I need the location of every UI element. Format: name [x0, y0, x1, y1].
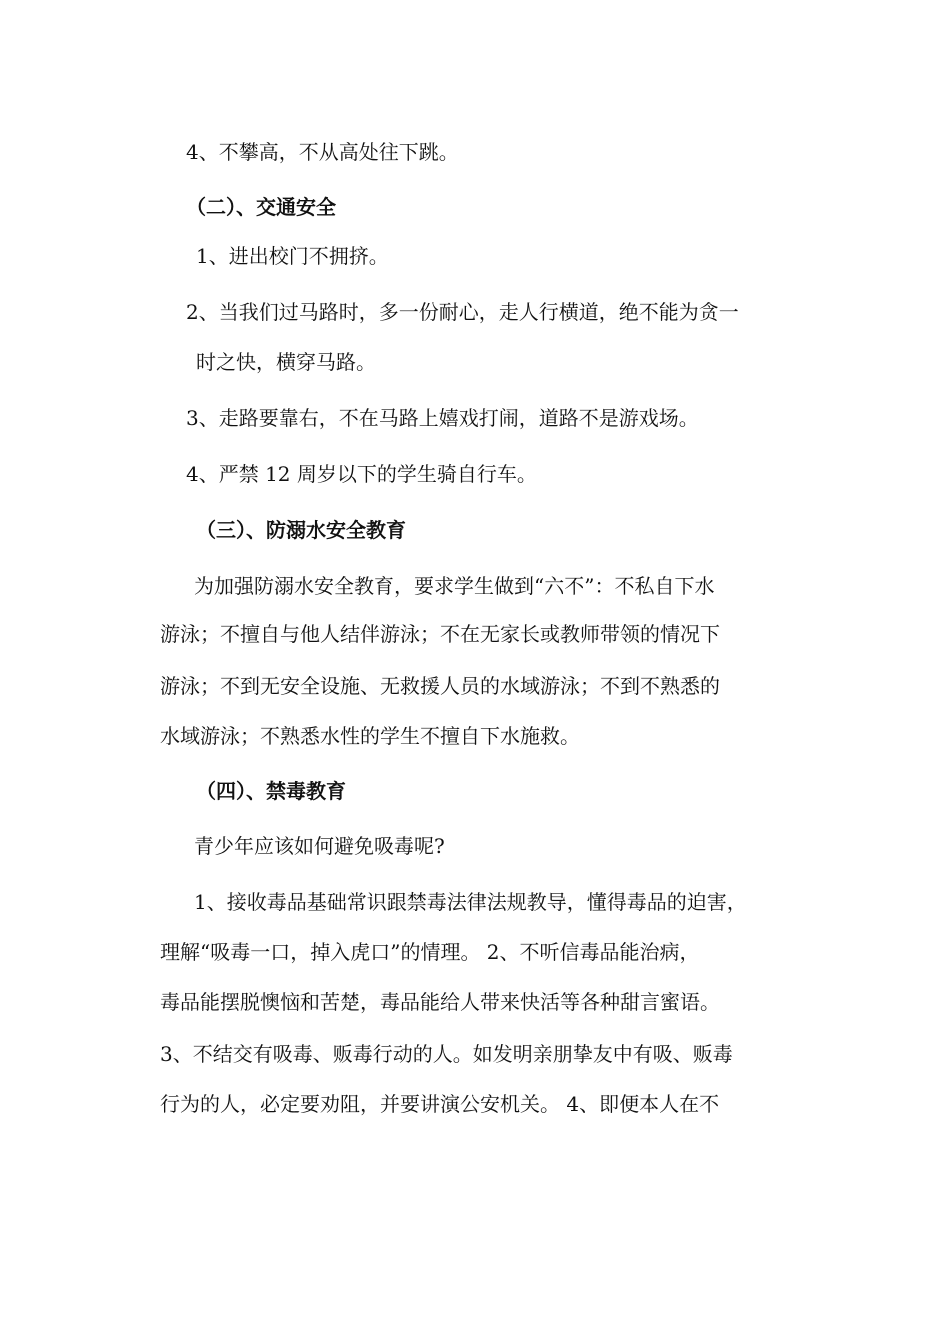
paragraph-line: 3、不结交有吸毒、贩毒行动的人。如发明亲朋挚友中有吸、贩毒 — [160, 1042, 733, 1066]
section-heading: （二）、交通安全 — [186, 195, 336, 219]
paragraph-line: 4、不攀高，不从高处往下跳。 — [186, 140, 459, 164]
paragraph-line: 水域游泳；不熟悉水性的学生不擅自下水施救。 — [160, 724, 580, 748]
paragraph-line: 时之快，横穿马路。 — [196, 350, 376, 374]
paragraph-line: 1、进出校门不拥挤。 — [196, 244, 389, 268]
paragraph-line: 游泳；不到无安全设施、无救援人员的水域游泳；不到不熟悉的 — [160, 674, 720, 698]
paragraph-line: 行为的人，必定要劝阻，并要讲演公安机关。 4、即便本人在不 — [160, 1092, 720, 1116]
paragraph-line: 1、接收毒品基础常识跟禁毒法律法规教导，懂得毒品的迫害， — [194, 890, 747, 914]
section-heading: （四）、禁毒教育 — [196, 779, 346, 803]
paragraph-line: 2、当我们过马路时，多一份耐心，走人行横道，绝不能为贪一 — [186, 300, 739, 324]
paragraph-line: 理解“吸毒一口，掉入虎口”的情理。 2、不听信毒品能治病， — [160, 940, 700, 964]
paragraph-line: 毒品能摆脱懊恼和苦楚，毒品能给人带来快活等各种甜言蜜语。 — [160, 990, 720, 1014]
paragraph-line: 为加强防溺水安全教育，要求学生做到“六不”：不私自下水 — [194, 574, 715, 598]
paragraph-line: 青少年应该如何避免吸毒呢? — [194, 834, 445, 858]
paragraph-line: 3、走路要靠右，不在马路上嬉戏打闹，道路不是游戏场。 — [186, 406, 699, 430]
section-heading: （三）、防溺水安全教育 — [196, 518, 406, 542]
paragraph-line: 4、严禁 12 周岁以下的学生骑自行车。 — [186, 462, 537, 486]
paragraph-line: 游泳；不擅自与他人结伴游泳；不在无家长或教师带领的情况下 — [160, 622, 720, 646]
